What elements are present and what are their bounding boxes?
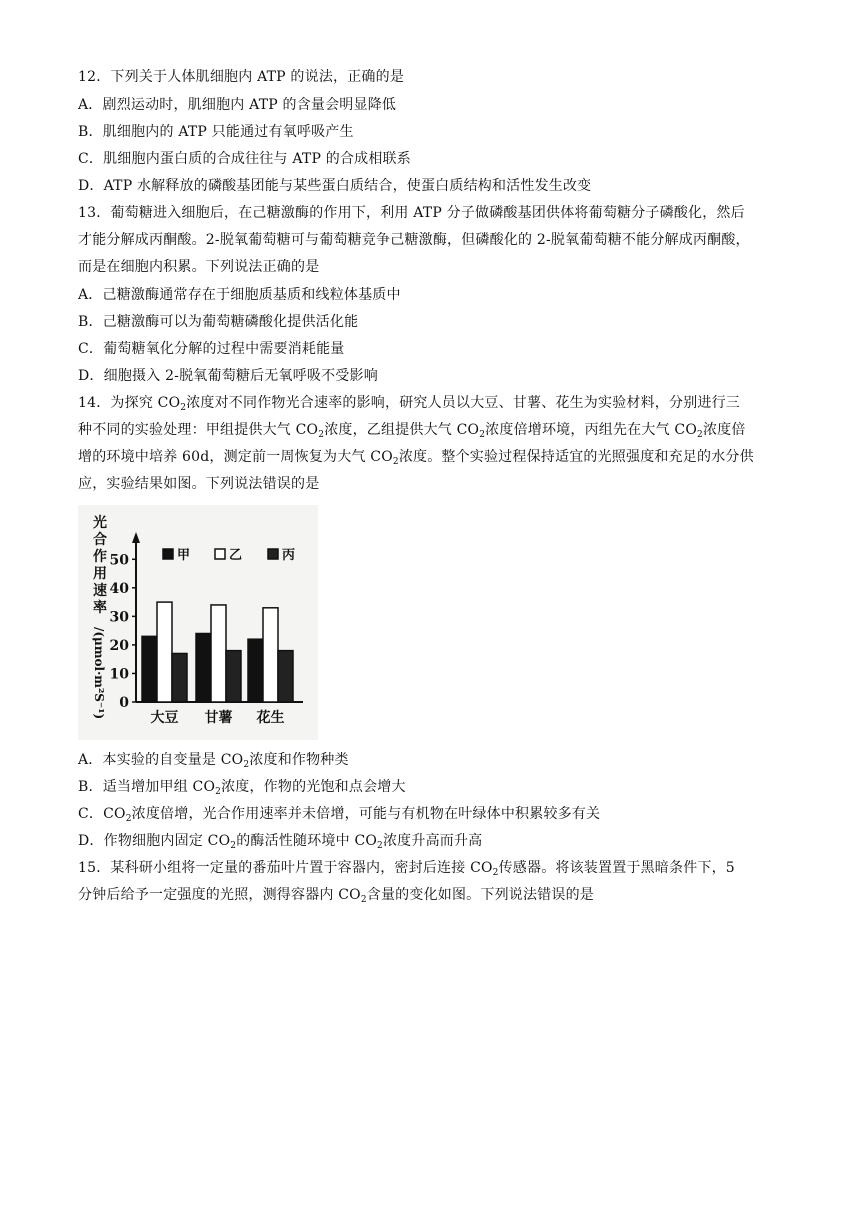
q12-option-b: B．肌细胞内的 ATP 只能通过有氧呼吸产生 — [78, 124, 354, 140]
q13-option-a: A．己糖激酶通常存在于细胞质基质和线粒体基质中 — [78, 287, 401, 303]
legend-swatch — [268, 549, 278, 559]
q14-option-c: C．$CO_2$浓度倍增，光合作用速率并未倍增，可能与有机物在叶绿体中积累较多有关 — [78, 806, 601, 824]
bar — [278, 651, 293, 702]
y-axis-title-char: 光 — [93, 515, 107, 531]
bar — [142, 636, 157, 702]
bar — [211, 605, 226, 702]
q13-stem-line3: 而是在细胞内积累。下列说法正确的是 — [78, 259, 320, 275]
bar — [263, 608, 278, 702]
bar — [196, 633, 211, 702]
x-category-label: 甘薯 — [204, 710, 233, 726]
q13-stem-line1: 13．葡萄糖进入细胞后，在己糖激酶的作用下，利用 ATP 分子做磷酸基团供体将葡萄糖分子磷酸化，然后 — [78, 205, 745, 221]
y-axis-title-char: 率 — [93, 600, 107, 616]
q13-stem-line2: 才能分解成丙酮酸。2-脱氧葡萄糖可与葡萄糖竞争己糖激酶，但磷酸化的 2-脱氧葡萄糖不能分解成丙酮酸， — [78, 232, 750, 248]
y-axis-arrow — [132, 532, 140, 543]
y-tick-label: 50 — [109, 552, 129, 569]
y-axis-title-char: 用 — [93, 566, 107, 582]
y-tick-label: 30 — [109, 609, 129, 626]
q14-option-a: A．本实验的自变量是 $CO_2$浓度和作物种类 — [78, 752, 349, 770]
y-tick-label: 20 — [109, 637, 129, 654]
q14-stem-line1: 14．为探究 $CO_2$浓度对不同作物光合速率的影响，研究人员以大豆、甘薯、花生为实验材料，分别进行三 — [78, 395, 741, 413]
y-axis-title-char: 速 — [93, 583, 107, 599]
bar-chart-svg — [78, 505, 318, 740]
q14-stem-line2: 种不同的实验处理：甲组提供大气 $CO_2$浓度，乙组提供大气 $CO_2$浓度倍增环境，丙组先在大气 $CO_2$浓度倍 — [78, 422, 746, 440]
x-category-label: 大豆 — [150, 710, 179, 726]
q12-option-d: D．ATP 水解释放的磷酸基团能与某些蛋白质结合，使蛋白质结构和活性发生改变 — [78, 178, 592, 194]
legend-label: 甲 — [177, 548, 191, 563]
y-axis-unit: /(μmol·m²S⁻¹) — [92, 627, 106, 720]
q15-stem-line2: 分钟后给予一定强度的光照，测得容器内 $CO_2$含量的变化如图。下列说法错误的是 — [78, 887, 594, 905]
legend-swatch — [163, 549, 173, 559]
q14-stem-line4: 应，实验结果如图。下列说法错误的是 — [78, 476, 320, 492]
q13-option-d: D．细胞摄入 2-脱氧葡萄糖后无氧呼吸不受影响 — [78, 368, 378, 384]
q12-option-c: C．肌细胞内蛋白质的合成往往与 ATP 的合成相联系 — [78, 151, 411, 167]
y-tick-label: 0 — [119, 695, 129, 711]
legend-swatch — [215, 549, 225, 559]
x-category-label: 花生 — [256, 710, 285, 726]
q14-option-b: B．适当增加甲组 $CO_2$浓度，作物的光饱和点会增大 — [78, 779, 406, 797]
q13-option-b: B．己糖激酶可以为葡萄糖磷酸化提供活化能 — [78, 314, 359, 330]
q12-stem: 12．下列关于人体肌细胞内 ATP 的说法，正确的是 — [78, 69, 405, 85]
y-tick-label: 40 — [109, 580, 129, 597]
bar — [172, 653, 187, 702]
bar-chart — [78, 505, 318, 740]
bar — [248, 639, 263, 702]
bar — [226, 651, 241, 702]
q13-option-c: C．葡萄糖氧化分解的过程中需要消耗能量 — [78, 341, 345, 357]
q14-option-d: D．作物细胞内固定 $CO_2$的酶活性随环境中 $CO_2$浓度升高而升高 — [78, 833, 483, 851]
legend-label: 丙 — [282, 548, 296, 563]
y-tick-label: 10 — [109, 666, 129, 683]
legend-label: 乙 — [229, 548, 243, 563]
bar — [157, 602, 172, 702]
q14-stem-line3: 增的环境中培养 60d，测定前一周恢复为大气 $CO_2$浓度。整个实验过程保持适宜的光照强度和充足的水分供 — [78, 449, 754, 467]
y-axis-title-char: 合 — [93, 532, 107, 548]
q15-stem-line1: 15．某科研小组将一定量的番茄叶片置于容器内，密封后连接 $CO_2$传感器。将该装置置于黑暗条件下，5 — [78, 860, 735, 878]
y-axis-title-char: 作 — [93, 549, 107, 565]
q12-option-a: A．剧烈运动时，肌细胞内 ATP 的含量会明显降低 — [78, 97, 397, 113]
